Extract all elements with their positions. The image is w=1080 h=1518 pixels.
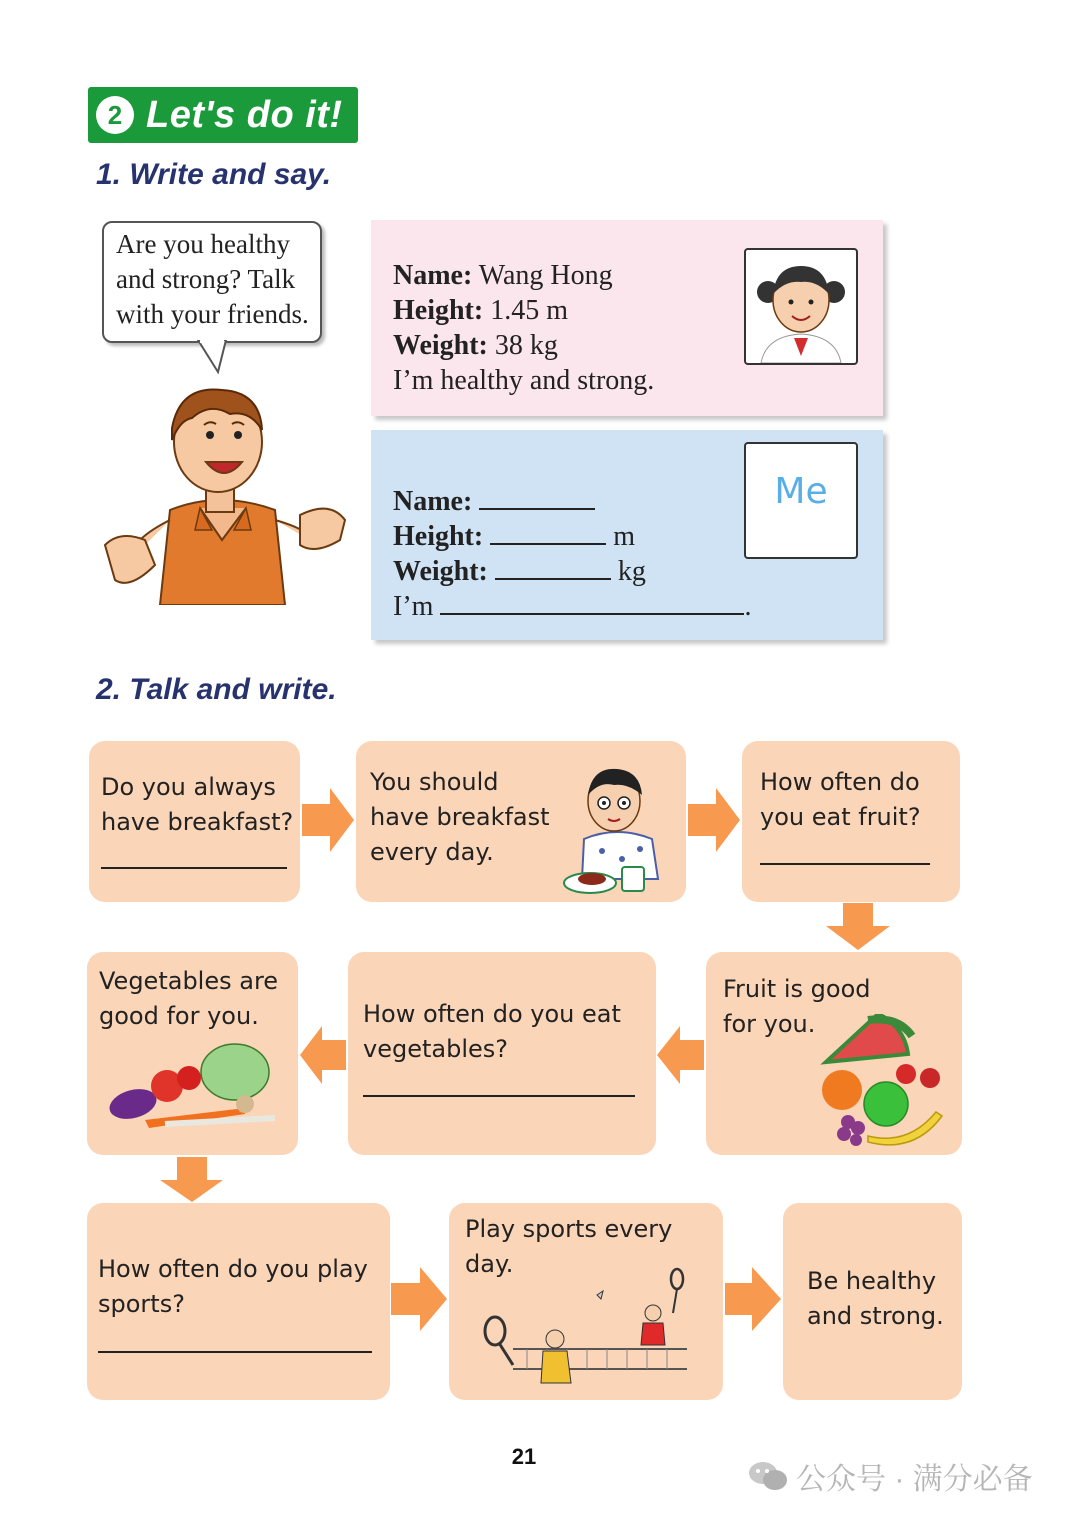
wechat-icon [748, 1459, 788, 1493]
me-weight-unit: kg [617, 556, 646, 587]
wang-statement: I’m healthy and strong. [393, 365, 655, 396]
arrow-right-2 [688, 788, 740, 852]
me-statement-suffix: . [744, 591, 752, 622]
flow-text-line: for you. [723, 1010, 816, 1038]
bubble-line-3: with your friends. [116, 299, 309, 329]
flow-text-line: Fruit is good [723, 975, 871, 1003]
flow-text-line: Be healthy [807, 1267, 937, 1295]
wang-name-label: Name: [393, 260, 473, 291]
me-photo-label: Me [774, 471, 828, 512]
flow-text-line: have breakfast? [101, 808, 294, 836]
watermark-text: 公众号 · 满分必备 [796, 1463, 1033, 1496]
flow-text-line: Vegetables are [99, 967, 279, 995]
flow-text-line: Play sports every day. [465, 1215, 673, 1278]
watermark [748, 1454, 1033, 1498]
arrow-right-1 [302, 788, 354, 852]
arrow-right-4 [725, 1267, 781, 1331]
arrow-down-1 [826, 903, 890, 950]
flow-text-line: every day. [370, 838, 494, 866]
flow-text-line: vegetables? [363, 1035, 508, 1063]
flow-text-line: and strong. [807, 1302, 944, 1330]
bubble-line-1: Are you healthy [116, 229, 290, 259]
section-number: 2 [96, 96, 134, 134]
me-height-label: Height: [393, 521, 484, 552]
flow-text-line: How often do you eat [363, 1000, 621, 1028]
part1-heading: 1. Write and say. [96, 158, 332, 191]
wang-height-label: Height: [393, 295, 484, 326]
wang-name-value: Wang Hong [478, 260, 613, 291]
bubble-line-2: and strong? Talk [116, 264, 296, 294]
flow-text-line: good for you. [99, 1002, 259, 1030]
wang-weight-label: Weight: [393, 330, 488, 361]
me-name-label: Name: [393, 486, 473, 517]
arrow-left-1 [657, 1026, 704, 1084]
arrow-right-3 [391, 1267, 447, 1331]
wang-height-value: 1.45 m [490, 295, 568, 326]
me-statement-prefix: I’m [393, 591, 434, 622]
part2-heading: 2. Talk and write. [96, 673, 337, 706]
flow-text-line: Do you always [101, 773, 276, 801]
me-weight-label: Weight: [393, 556, 488, 587]
flow-text-line: sports? [98, 1290, 185, 1318]
section-title: Let's do it! [146, 93, 343, 136]
arrow-left-2 [300, 1026, 346, 1084]
flow-text-line: have breakfast [370, 803, 550, 831]
flow-text-line: How often do [760, 768, 920, 796]
arrow-down-2 [160, 1157, 223, 1202]
wang-weight-value: 38 kg [494, 330, 558, 361]
page-number: 21 [511, 1444, 537, 1469]
me-height-unit: m [613, 521, 635, 552]
flow-text-line: you eat fruit? [760, 803, 921, 831]
flow-text-line: How often do you play [98, 1255, 368, 1283]
flow-text-line: You should [370, 768, 499, 796]
